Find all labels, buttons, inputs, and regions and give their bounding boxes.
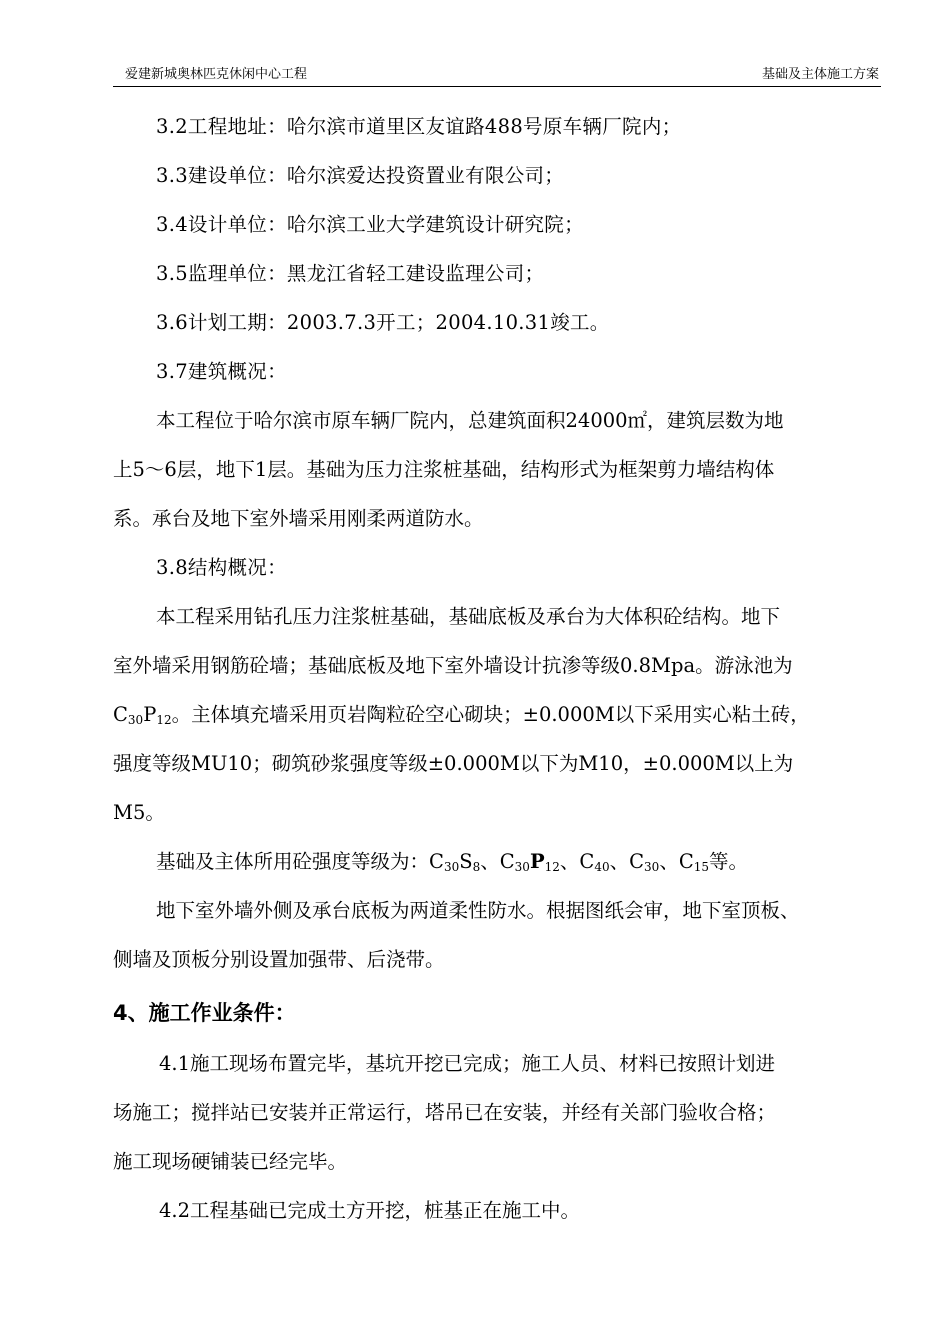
waterproof-paragraph (113, 886, 883, 984)
grade-subscript: 40 (594, 860, 610, 874)
grade-letter: P (143, 703, 157, 726)
grade-subscript: 12 (544, 860, 560, 874)
section-4-1-paragraph (113, 1039, 883, 1186)
grade-letter: P (529, 850, 545, 873)
paragraph-line: 强度等级MU10；砌筑砂浆强度等级±0.000M以下为M10，±0.000M以上为 (113, 752, 794, 775)
item-supervisor: 3.5监理单位：黑龙江省轻工建设监理公司； (156, 262, 545, 285)
grade-letter: C (678, 850, 694, 873)
item-structure-overview-title: 3.8结构概况： (156, 556, 287, 579)
item-schedule: 3.6计划工期：2003.7.3开工；2004.10.31竣工。 (156, 311, 610, 334)
structure-overview-paragraph (113, 592, 883, 837)
grade-letter: C (429, 850, 444, 873)
grade-letter: C (499, 850, 515, 873)
item-designer: 3.4设计单位：哈尔滨工业大学建筑设计研究院； (156, 213, 584, 236)
concrete-grades-paragraph (113, 837, 883, 886)
separator: 、 (480, 850, 500, 873)
line-text: 。主体填充墙采用页岩陶粒砼空心砌块；±0.000M以下采用实心粘土砖， (171, 703, 810, 726)
grade-subscript: 30 (644, 860, 660, 874)
document-body (113, 102, 883, 1235)
page-header (113, 62, 881, 87)
separator: 、 (559, 850, 580, 873)
line-text: 等。 (709, 850, 749, 873)
paragraph-line: 系。承台及地下室外墙采用刚柔两道防水。 (113, 507, 484, 530)
paragraph-line: 4.1施工现场布置完毕，基坑开挖已完成；施工人员、材料已按照计划进 (159, 1052, 776, 1075)
item-project-address: 3.2工程地址：哈尔滨市道里区友谊路488号原车辆厂院内； (156, 115, 682, 138)
paragraph-line: 侧墙及顶板分别设置加强带、后浇带。 (113, 948, 445, 971)
header-document-title: 基础及主体施工方案 (761, 67, 879, 82)
paragraph-line: 室外墙采用钢筋砼墙；基础底板及地下室外墙设计抗渗等级0.8Mpa。游泳池为 (113, 654, 793, 677)
separator: 、 (659, 850, 679, 873)
grade-subscript: 30 (127, 713, 144, 727)
item-developer: 3.3建设单位：哈尔滨爱达投资置业有限公司； (156, 164, 565, 187)
paragraph-line: 本工程位于哈尔滨市原车辆厂院内，总建筑面积24000㎡，建筑层数为地 (156, 409, 784, 432)
grade-letter: C (629, 850, 645, 873)
section-4-heading: 4、施工作业条件： (113, 1001, 296, 1025)
section-4-2-paragraph: 4.2工程基础已完成土方开挖，桩基正在施工中。 (159, 1199, 581, 1222)
grade-subscript: 12 (156, 713, 172, 727)
grade-letter: C (113, 703, 128, 726)
grade-letter: S (459, 850, 473, 873)
separator: 、 (609, 850, 630, 873)
paragraph-line: 场施工；搅拌站已安装并正常运行，塔吊已在安装，并经有关部门验收合格； (113, 1101, 777, 1124)
paragraph-line: 本工程采用钻孔压力注浆桩基础，基础底板及承台为大体积砼结构。地下 (156, 605, 781, 628)
item-building-overview-title: 3.7建筑概况： (156, 360, 287, 383)
grade-subscript: 30 (514, 860, 530, 874)
paragraph-line (113, 690, 883, 739)
line-text: 基础及主体所用砼强度等级为： (156, 850, 430, 873)
header-project-name: 爱建新城奥林匹克休闲中心工程 (125, 67, 308, 82)
grade-subscript: 30 (443, 860, 460, 874)
paragraph-line: M5。 (113, 801, 165, 824)
building-overview-paragraph (113, 396, 883, 543)
paragraph-line: 地下室外墙外侧及承台底板为两道柔性防水。根据图纸会审，地下室顶板、 (156, 899, 800, 922)
grade-letter: C (579, 850, 595, 873)
paragraph-line: 施工现场硬铺装已经完毕。 (113, 1150, 348, 1173)
grade-subscript: 15 (693, 860, 710, 874)
grade-subscript: 8 (472, 860, 481, 874)
paragraph-line: 上5～6层，地下1层。基础为压力注浆桩基础，结构形式为框架剪力墙结构体 (113, 458, 775, 481)
